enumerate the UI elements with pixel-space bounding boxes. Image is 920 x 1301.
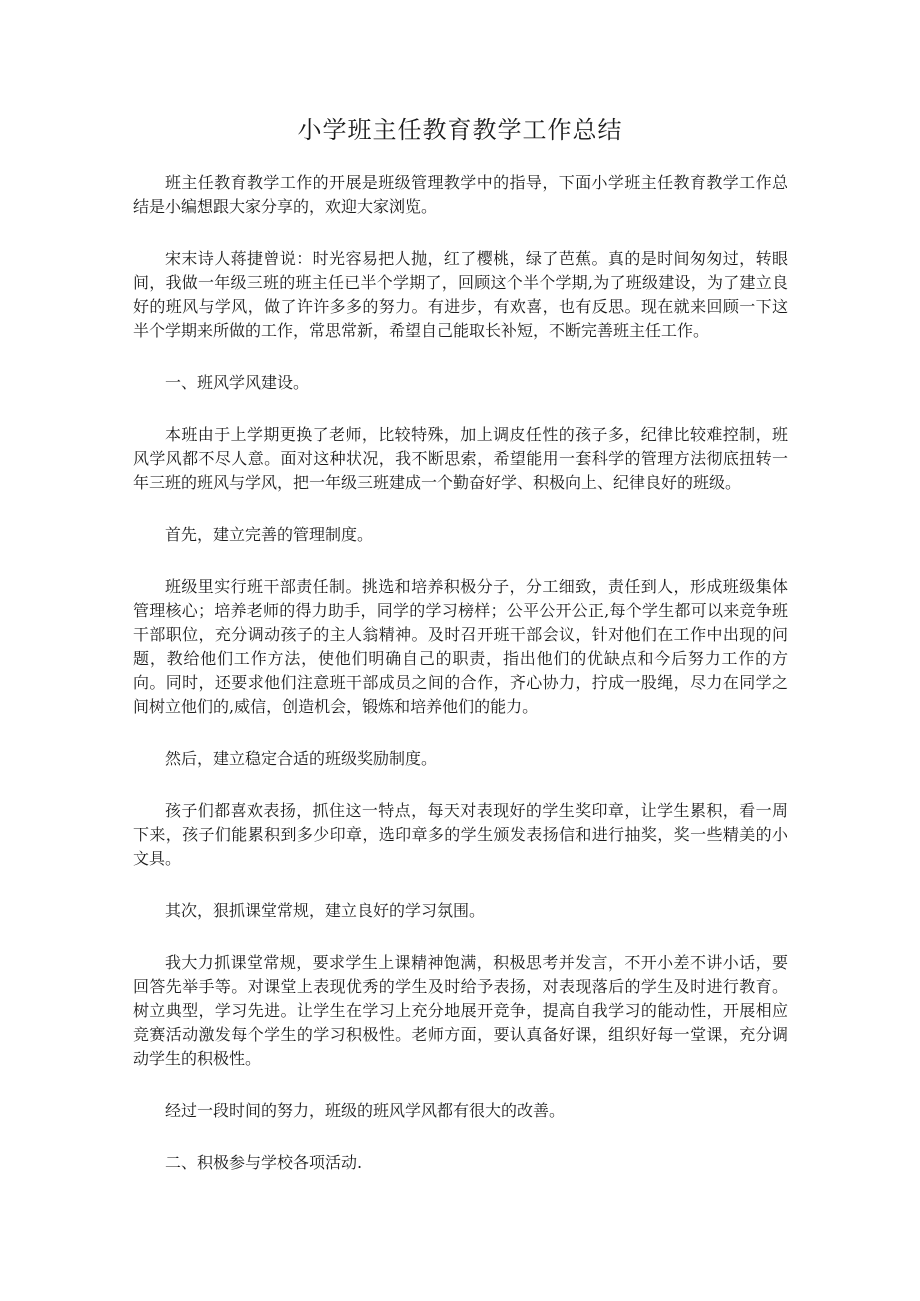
subheading-management-system: 首先，建立完善的管理制度。 bbox=[165, 525, 374, 544]
subheading-classroom-routine: 其次，狠抓课堂常规，建立良好的学习氛围。 bbox=[165, 901, 486, 920]
subheading-reward-system: 然后，建立稳定合适的班级奖励制度。 bbox=[165, 749, 438, 768]
paragraph-improvement: 经过一段时间的努力，班级的班风学风都有很大的改善。 bbox=[165, 1101, 566, 1120]
paragraph-intro: 班主任教育教学工作的开展是班级管理教学中的指导，下面小学班主任教育教学工作总结是小编想跟大家分享的，欢迎大家浏览。 bbox=[133, 173, 788, 216]
section-heading-2: 二、积极参与学校各项活动. bbox=[165, 1153, 363, 1172]
paragraph-class-cadres: 班级里实行班干部责任制。挑选和培养积极分子，分工细致，责任到人，形成班级集体管理核心；培养老师的得力助手，同学的学习榜样；公平公开公正,每个学生都可以来竞争班干部职位，充分调动孩子的主人翁精神。及时召开班干部会议，针对他们在工作中出现的问题，教给他们工作方法，使他们明确自己的职责，指出他们的优缺点和今后努力工作的方向。同时，还要求他们注意班干部成员之间的合作，齐心协力，拧成一股绳，尽力在同学之间树立他们的,威信，创造机会，锻炼和培养他们的能力。 bbox=[133, 577, 788, 716]
document-title: 小学班主任教育教学工作总结 bbox=[297, 116, 623, 144]
document-body bbox=[133, 171, 788, 1203]
paragraph-classroom-routine: 我大力抓课堂常规，要求学生上课精神饱满，积极思考并发言，不开小差不讲小话，要回答先举手等。对课堂上表现优秀的学生及时给予表扬，对表现落后的学生及时进行教育。树立典型，学习先进。让学生在学习上充分地展开竞争，提高自我学习的能动性，开展相应竞赛活动激发每个学生的学习积极性。老师方面，要认真备好课，组织好每一堂课，充分调动学生的积极性。 bbox=[133, 953, 788, 1068]
section-heading-1: 一、班风学风建设。 bbox=[165, 373, 310, 392]
paragraph-opening: 宋末诗人蒋捷曾说：时光容易把人抛，红了樱桃，绿了芭蕉。真的是时间匆匆过，转眼间，我做一年级三班的班主任已半个学期了，回顾这个半个学期,为了班级建设，为了建立良好的班风与学风，做了许许多多的努力。有进步，有欢喜，也有反思。现在就来回顾一下这半个学期来所做的工作，常思常新，希望自己能取长补短，不断完善班主任工作。 bbox=[133, 249, 788, 340]
paragraph-class-background: 本班由于上学期更换了老师，比较特殊，加上调皮任性的孩子多，纪律比较难控制，班风学风都不尽人意。面对这种状况，我不断思索，希望能用一套科学的管理方法彻底扭转一年三班的班风与学风，把一年级三班建成一个勤奋好学、积极向上、纪律良好的班级。 bbox=[133, 425, 788, 492]
paragraph-stamps: 孩子们都喜欢表扬，抓住这一特点，每天对表现好的学生奖印章，让学生累积，看一周下来，孩子们能累积到多少印章，选印章多的学生颁发表扬信和进行抽奖，奖一些精美的小文具。 bbox=[133, 801, 788, 868]
